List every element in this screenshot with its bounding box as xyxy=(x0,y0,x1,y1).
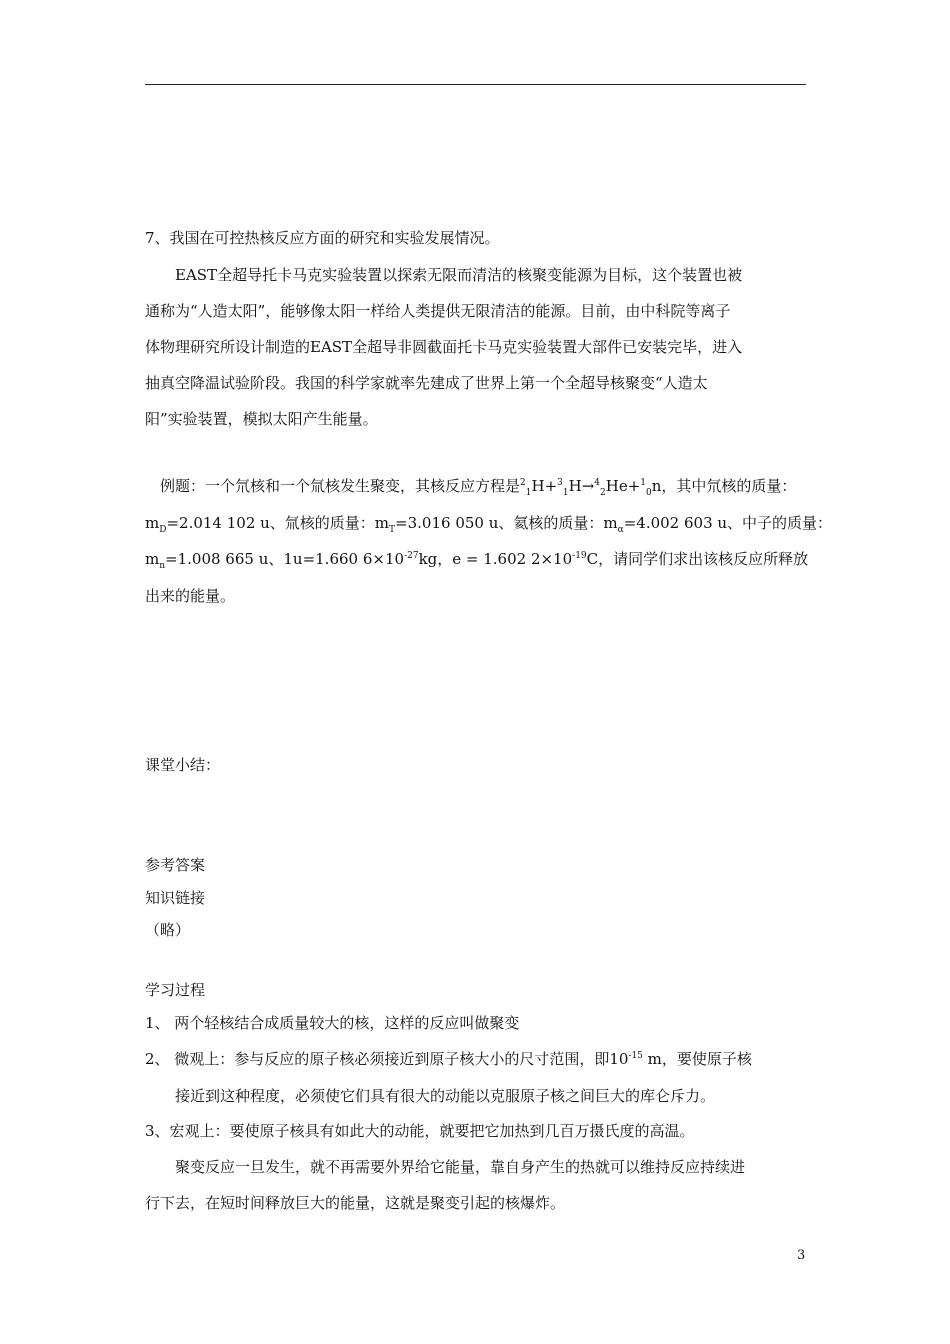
fusion-paragraph-line-2: 行下去，在短时间释放巨大的能量，这就是聚变引起的核爆炸。 xyxy=(145,1194,566,1212)
process-item-3: 3、宏观上：要使原子核具有如此大的动能，就要把它加热到几百万摄氏度的高温。 xyxy=(145,1122,695,1140)
section-7-line-5: 阳”实验装置，模拟太阳产生能量。 xyxy=(145,410,378,428)
section-7-line-1: EAST全超导托卡马克实验装置以探索无限而清洁的核聚变能源为目标，这个装置也被 xyxy=(175,266,743,284)
example-intro: 例题：一个氘核和一个氚核发生聚变，其核反应方程是 xyxy=(160,477,521,495)
header-rule xyxy=(145,84,806,85)
page-number: 3 xyxy=(797,1248,806,1263)
knowledge-link-heading: 知识链接 xyxy=(145,889,206,907)
example-line-3: $m_n=1.008$ 665 u、1u=1.660 $6\times 10^{-27}kg$，e = 1.602 $2\times 10^{-19}C$，请同学们求出该核反应所释放 xyxy=(145,550,809,571)
example-intro-tail: ，其中氘核的质量： xyxy=(661,477,797,495)
process-item-2-continued: 接近到这种程度，必须使它们具有很大的动能以克服原子核之间巨大的库仑斥力。 xyxy=(175,1087,716,1105)
fusion-paragraph-line-1: 聚变反应一旦发生，就不再需要外界给它能量，靠自身产生的热就可以维持反应持续进 xyxy=(175,1158,746,1176)
section-7-line-4: 抽真空降温试验阶段。我国的科学家就率先建成了世界上第一个全超导核聚变“人造太 xyxy=(145,374,708,392)
nuclear-equation: $^2_1$H+$^3_1$H→$^4_2$He+$^1_0$n xyxy=(520,477,662,498)
learning-process-heading: 学习过程 xyxy=(145,981,206,999)
answers-title: 参考答案 xyxy=(145,856,206,874)
section-7-title: 7、我国在可控热核反应方面的研究和实验发展情况。 xyxy=(145,229,500,247)
section-7-line-3: 体物理研究所设计制造的EAST全超导非圆截面托卡马克实验装置大部件已安装完毕，进入 xyxy=(145,338,743,356)
process-item-1: 1、 两个轻核结合成质量较大的核，这样的反应叫做聚变 xyxy=(145,1014,520,1032)
example-line-1 xyxy=(160,476,825,496)
section-7-line-2: 通称为“人造太阳”，能够像太阳一样给人类提供无限清洁的能源。目前，由中科院等离子 xyxy=(145,302,731,320)
example-line-2: $m_D=2.014$ 102 u、氚核的质量：$m_T=3.016$ 050 u、氦核的质量：$m_\alpha=4.002$ 603 u、中子的质量： xyxy=(145,514,833,535)
example-line-4: 出来的能量。 xyxy=(145,587,236,605)
omitted-note: （略） xyxy=(145,921,191,939)
process-item-2: 2、 微观上：参与反应的原子核必须接近到原子核大小的尺寸范围，即$10^{-15}$ m，要使原子核 xyxy=(145,1050,752,1068)
class-summary-label: 课堂小结： xyxy=(145,756,221,774)
